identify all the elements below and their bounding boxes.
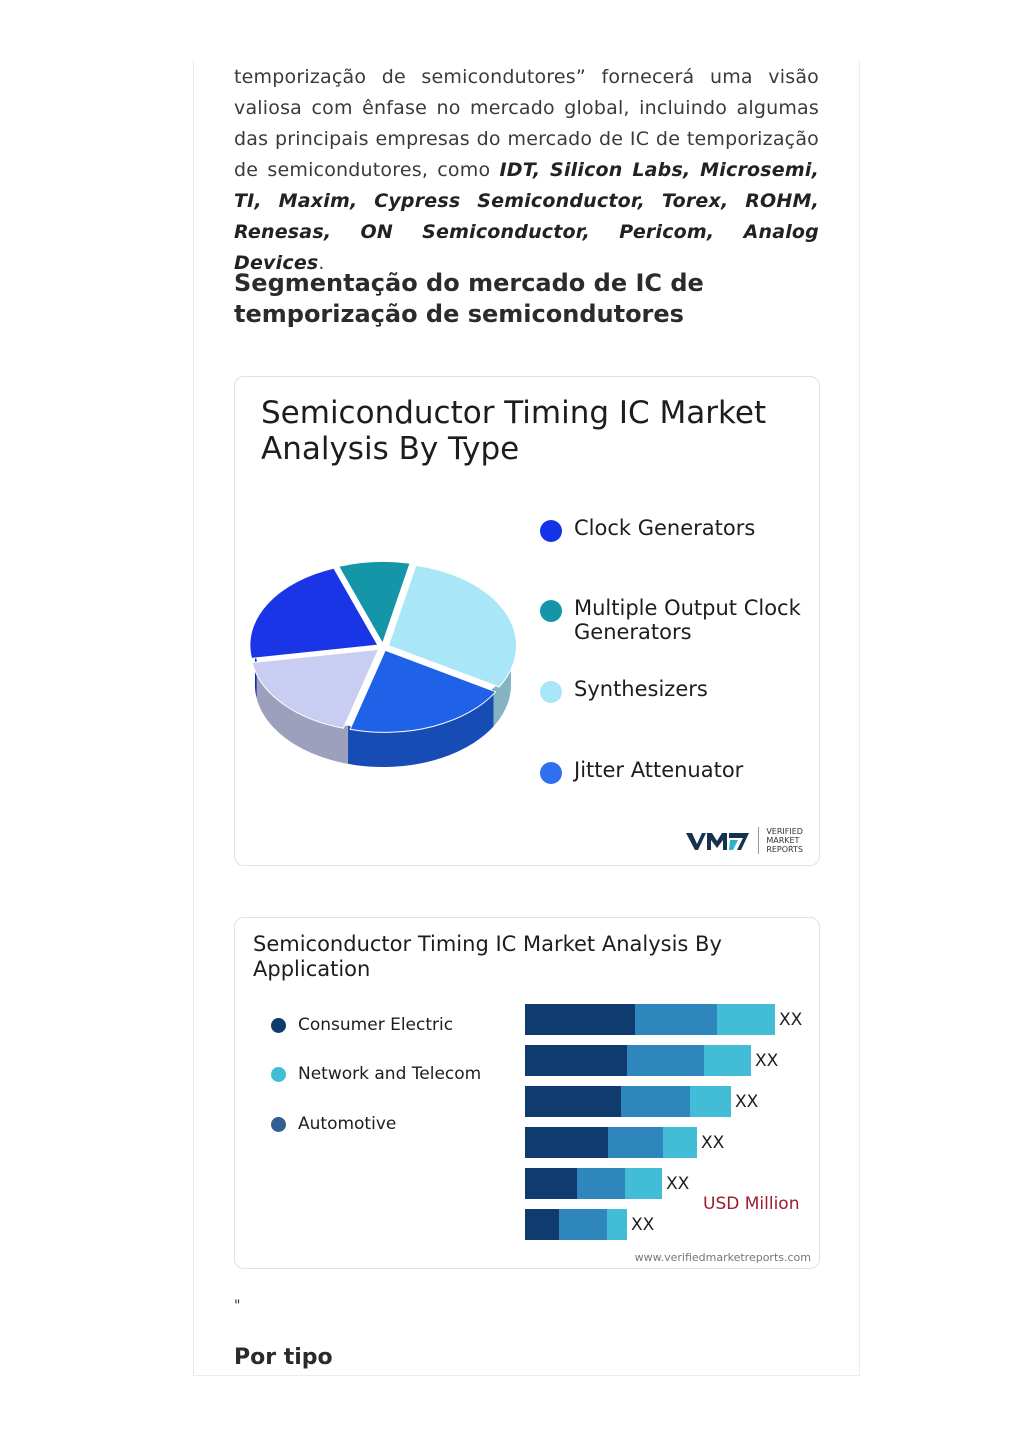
logo-line: REPORTS — [766, 845, 803, 854]
legend-dot — [271, 1018, 286, 1033]
legend-item-jitter-attenuator — [540, 758, 804, 784]
legend-dot — [271, 1117, 286, 1132]
legend-dot — [540, 681, 562, 703]
legend-item-network-telecom — [271, 1064, 481, 1084]
chart-title: Semiconductor Timing IC Market Analysis By Type — [261, 395, 767, 467]
paragraph-end: . — [318, 252, 325, 274]
bar-value-label: XX — [701, 1133, 725, 1153]
legend-item-multiple-output — [540, 596, 804, 644]
intro-paragraph — [234, 62, 819, 279]
bar-segment — [525, 1127, 608, 1158]
legend-item-synthesizers — [540, 677, 804, 703]
bar-segment — [525, 1004, 635, 1035]
legend-dot — [271, 1067, 286, 1082]
bar-segment — [621, 1086, 690, 1117]
legend-item-clock-generators — [540, 516, 804, 542]
bar-segment — [627, 1045, 704, 1076]
paragraph-text: temporização de semicondutores” fornecerá uma visão valiosa com ênfase no mercado global, incluindo algumas das principais empresas do mercado de IC de temporização de semicondutores, como — [234, 66, 819, 181]
bar-value-label: XX — [755, 1051, 779, 1071]
bar-segment — [577, 1168, 625, 1199]
bar-segment — [607, 1209, 627, 1240]
bar-segment — [525, 1086, 621, 1117]
source-url: www.verifiedmarketreports.com — [634, 1251, 811, 1264]
chart-title: Semiconductor Timing IC Market Analysis By Application — [253, 932, 722, 981]
legend-label: Multiple Output Clock Generators — [574, 596, 801, 644]
bar-segment — [625, 1168, 662, 1199]
bar-segment — [559, 1209, 607, 1240]
legend-label: Synthesizers — [574, 677, 708, 701]
bar-segment — [525, 1045, 627, 1076]
bar-value-label: XX — [779, 1010, 803, 1030]
bar-segment — [663, 1127, 697, 1158]
section-heading: Segmentação do mercado de IC de temporização de semicondutores — [234, 269, 704, 328]
chart-card-by-application — [234, 917, 820, 1269]
bar-segment — [704, 1045, 751, 1076]
bar-segment — [525, 1168, 577, 1199]
legend-label: Consumer Electric — [298, 1015, 454, 1035]
bar-value-label: XX — [735, 1092, 759, 1112]
legend-dot — [540, 520, 562, 542]
bar-segment — [608, 1127, 663, 1158]
vmr-logo — [686, 827, 803, 854]
chart-card-by-type — [234, 376, 820, 866]
legend-item-consumer-electric — [271, 1015, 453, 1035]
bar-value-label: XX — [666, 1174, 690, 1194]
bar-segment — [525, 1209, 559, 1240]
bar-segment — [690, 1086, 731, 1117]
vmr-logo-text — [758, 827, 803, 854]
legend-label: Automotive — [298, 1114, 397, 1134]
legend-label: Jitter Attenuator — [574, 758, 744, 782]
bar-value-label: XX — [631, 1215, 655, 1235]
legend-label: Clock Generators — [574, 516, 756, 540]
bar-chart — [515, 996, 815, 1256]
logo-line: VERIFIED — [766, 827, 803, 836]
pie-chart — [245, 557, 545, 817]
vmr-logo-mark — [686, 830, 750, 852]
subsection-heading: Por tipo — [234, 1345, 333, 1370]
unit-label: USD Million — [703, 1194, 800, 1214]
legend-dot — [540, 762, 562, 784]
legend-dot — [540, 600, 562, 622]
quote-mark: " — [234, 1298, 241, 1314]
logo-line: MARKET — [766, 836, 800, 845]
legend-label: Network and Telecom — [298, 1064, 482, 1084]
bar-segment — [717, 1004, 775, 1035]
legend-item-automotive — [271, 1114, 396, 1134]
company-list: IDT, Silicon Labs, Microsemi, TI, Maxim, Cypress Semiconductor, Torex, ROHM, Renesas, ON Semiconductor, Pericom, Analog Devices — [234, 159, 819, 274]
bar-segment — [635, 1004, 717, 1035]
